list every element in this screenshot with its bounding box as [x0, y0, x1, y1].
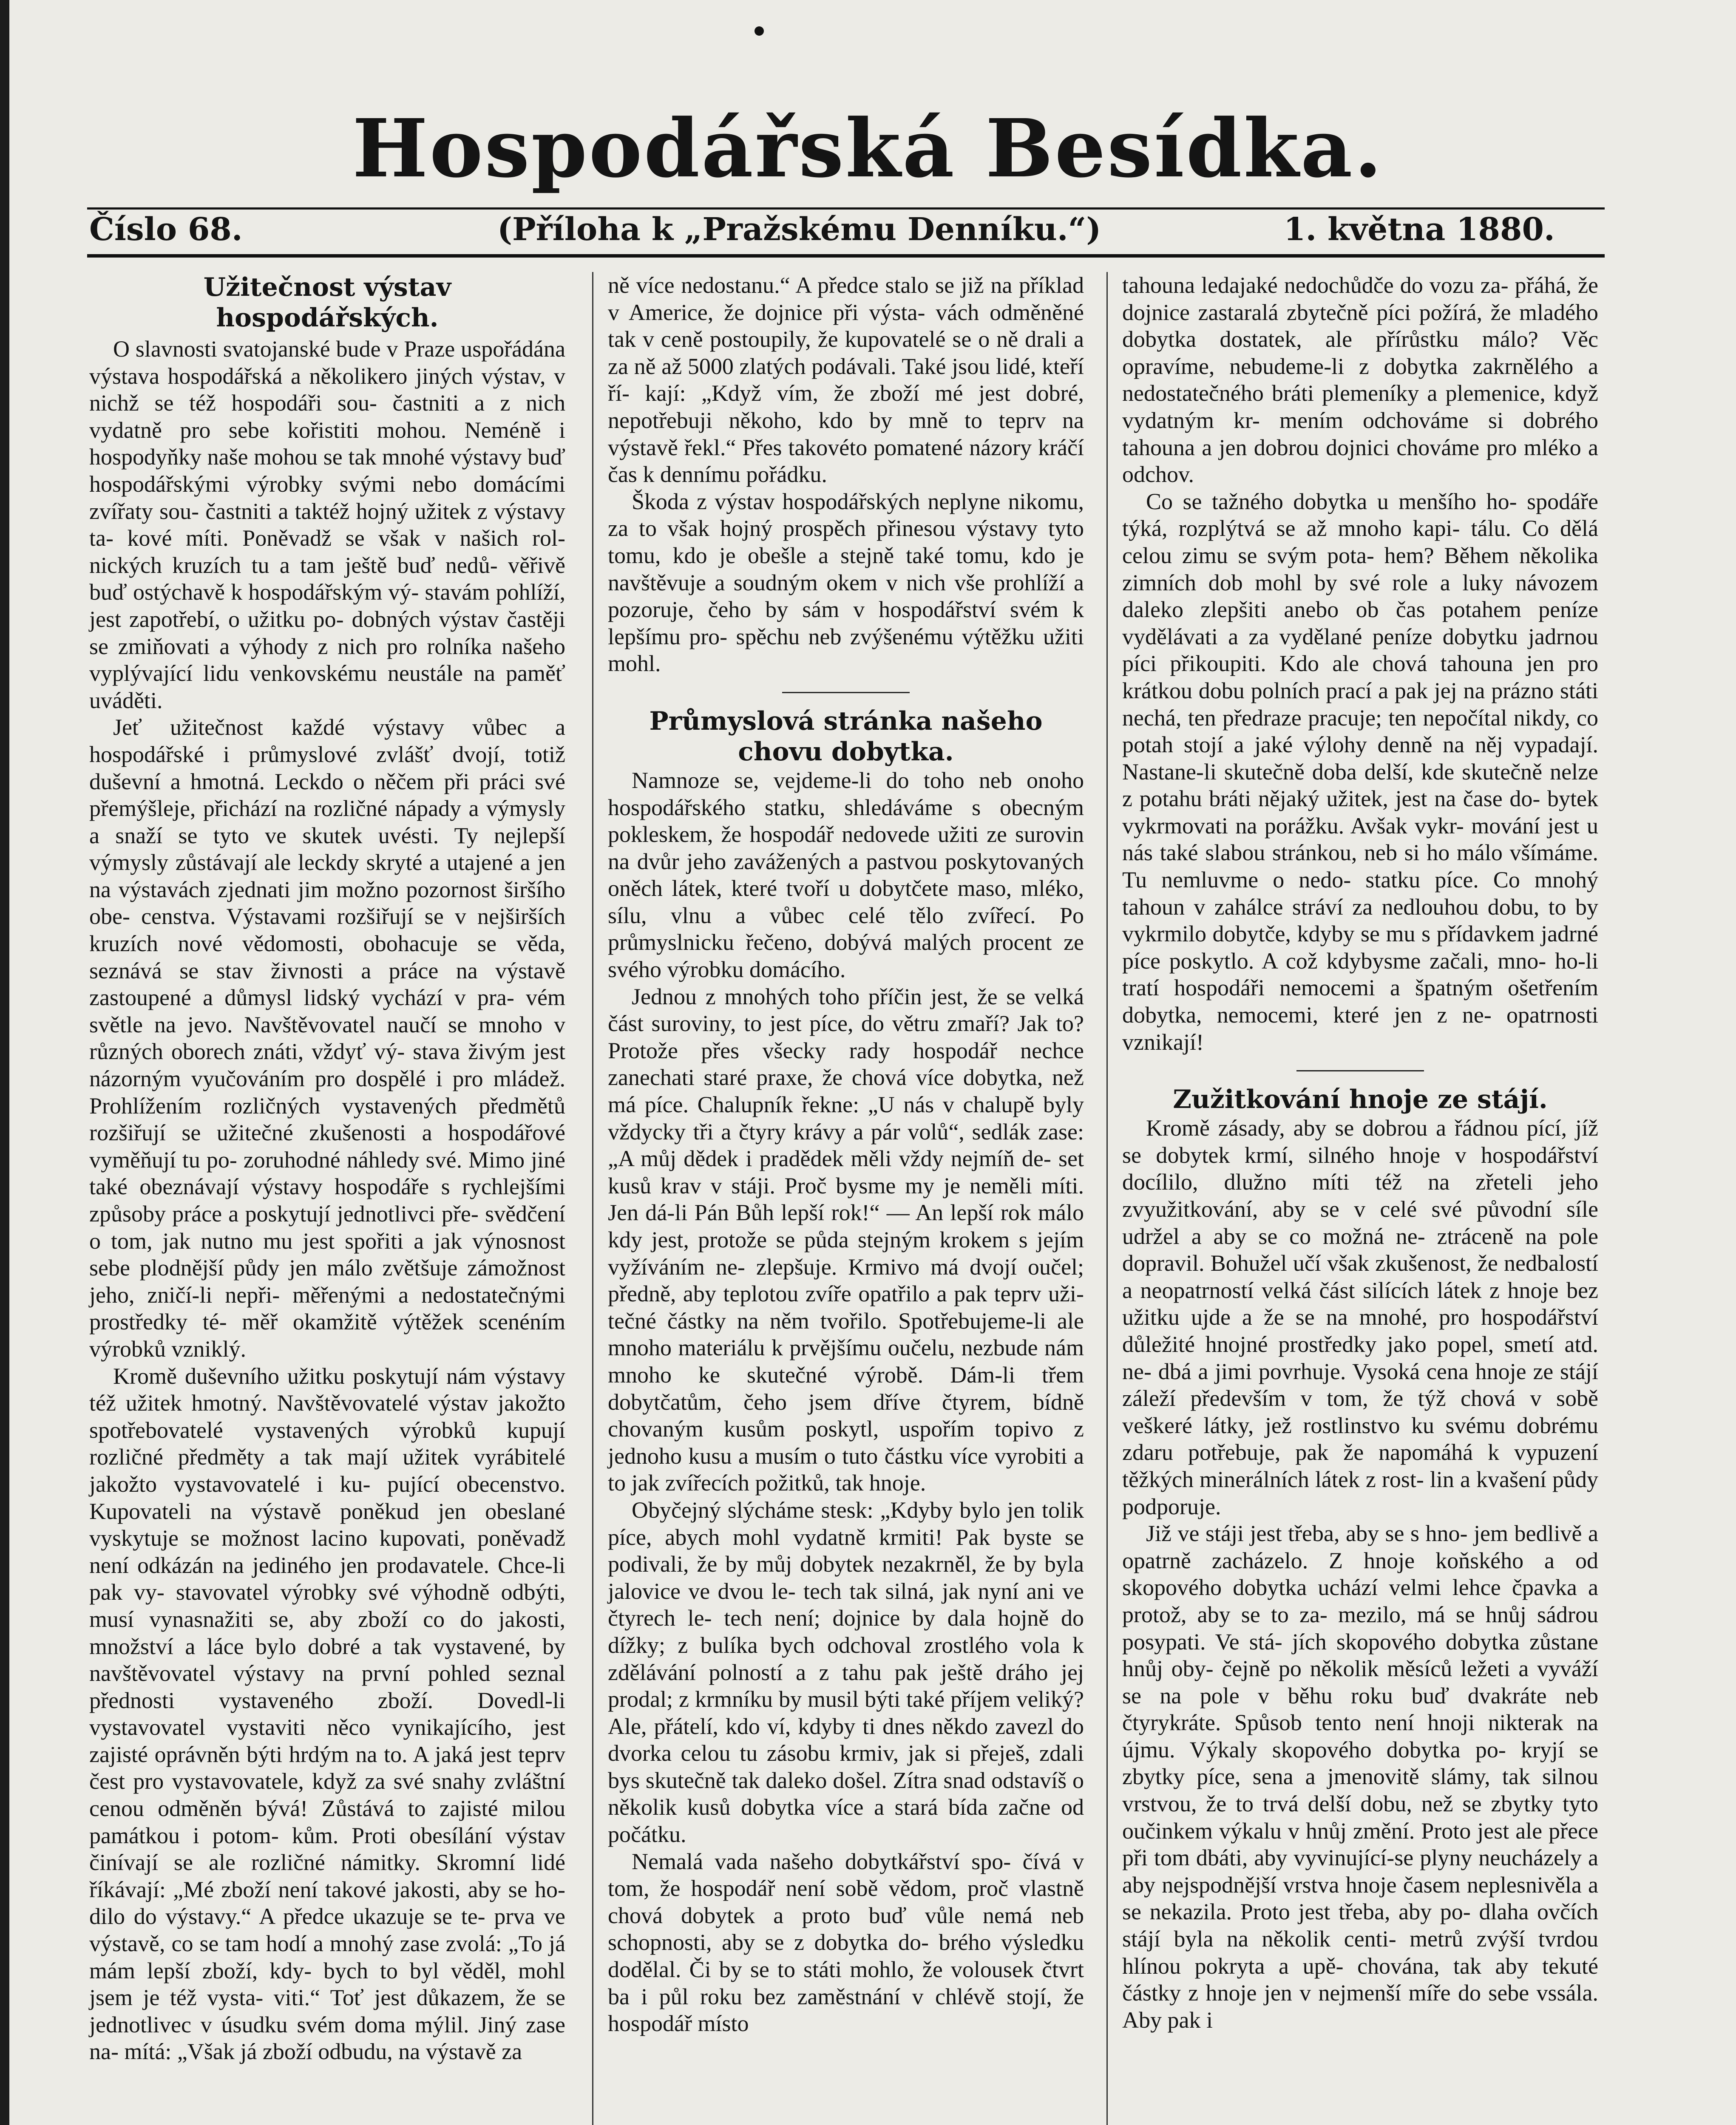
supplement-note: (Příloha k „Pražskému Denníku.“)	[497, 211, 1101, 248]
paragraph: Škoda z výstav hospodářských neplyne nikomu, za to však hojný prospěch přinesou výstavy tyto tomu, kdo je obešle a stejně také tomu, kdo je navštěvuje a soudným okem v nich vše prohlíží a pozoruje, čeho by sám v hospodářství svém k lepšímu pro- spěchu neb zvýšenému výtěžku užiti mohl.	[608, 488, 1084, 677]
paragraph: ně více nedostanu.“ A předce stalo se již na příklad v Americe, že dojnice při výsta- vách odměněné tak v ceně postoupily, že kupovatelé se o ně drali a za ně až 5000 zlatých podávali. Také jsou lidé, kteří ří- kají: „Když vím, že zboží mé jest dobré, nepotřebuji někoho, kdo by mně to teprv na výstavě řekl.“ Přes takovéto pomatené názory kráčí čas k dennímu pořádku.	[608, 272, 1084, 487]
article-heading-manure: Zužitkování hnoje ze stájí.	[1173, 1085, 1548, 1115]
paragraph: O slavnosti svatojanské bude v Praze uspořádána výstava hospodářská a několikero jiných výstav, v nichž se též hospodáři sou- častniti a z nich vydatně pro sebe kořistiti mohou. Neméně i hospodyňky naše mohou se tak mnohé výstavy buď hospodářskými výrobky svými nebo domácími zvířaty sou- častniti a taktéž hojný užitek z výstavy ta- kové míti. Poněvadž se však v našich rol- nických kruzích tu a tam ještě buď nedů- věřivě buď ostýchavě k hospodářským vý- stavám pohlíží, jest zapotřebí, o užitku po- dobných výstav častěji se zmiňovati a výhody z nich pro rolníka našeho vyplývající lidu venkovskému neustále na paměť uváděti.	[89, 336, 565, 713]
section-divider	[1296, 1070, 1424, 1071]
column-rule-1	[592, 272, 593, 2125]
masthead-title: Hospodářská Besídka.	[352, 102, 1384, 196]
print-dot	[755, 26, 764, 36]
issue-date: 1. května 1880.	[1284, 211, 1555, 248]
column-1	[89, 272, 565, 2066]
issue-number: Číslo 68.	[89, 211, 243, 248]
section-divider	[782, 692, 910, 693]
scan-edge-left	[0, 0, 9, 2125]
paragraph: Kromě zásady, aby se dobrou a řádnou pící, jíž se dobytek krmí, silného hnoje v hospodářství docílilo, dlužno míti též na zřeteli jeho zvyužitkování, aby se v celé své původní síle udržel a aby se co možná ne- ztráceně na pole dopravil. Bohužel učí však zkušenost, že nedbalostí a neopatrností velká část silících látek z hnoje bez užitku ujde a že se na mnohé, pro hospodářství důležité hnojné prostředky jako popel, smetí atd. ne- dbá a jimi povrhuje. Vysoká cena hnoje ze stájí záleží především v tom, že týž chová v sobě veškeré látky, jež rostlinstvo ku svému dobrému zdaru potřebuje, pak že napomáhá k vypuzení těžkých minerálních látek z rost- lin a kvašení půdy podporuje.	[1122, 1115, 1598, 1519]
paragraph: Co se tažného dobytka u menšího ho- spodáře týká, rozplýtvá se až mnoho kapi- tálu. Co dělá celou zimu se svým pota- hem? Během několika zimních dob mohl by své role a luky návozem daleko zlepšiti anebo ob čas potahem peníze vydělávati a za vydělané peníze dobytku jadrnou píci přikoupiti. Kdo ale chová tahouna jen pro krátkou dobu polních prací a pak jej na prázno státi nechá, ten předraze pracuje; ten nepočítal nikdy, co potah stojí a jaké výlohy denně na něj vypadají. Nastane-li skutečně doba delší, kde skutečně nelze z potahu bráti nějaký užitek, jest na čase do- bytek vykrmovati na porážku. Avšak vykr- mování jest u nás také slabou stránkou, neb si ho málo všímáme. Tu nemluvme o nedo- statku píce. Co mnohý tahoun v zahálce stráví za nedlouhou dobu, to by vykrmilo dobytče, kdyby se mu s přídavkem jadrné píce poskytlo. A což kdybysme začali, mno- ho-li tratí hospodáři nemocemi a špatným ošetřením dobytka, nemocemi, které jen z ne- opatrnosti vznikají!	[1122, 488, 1598, 1055]
article-heading-exhibitions: Užitečnost výstav hospodářských.	[203, 272, 451, 333]
paragraph: tahouna ledajaké nedochůdče do vozu za- přáhá, že dojnice zastaralá zbytečně píci požírá, že mladého dobytka dostatek, ale přírůstku málo? Věc opravíme, nebudeme-li z dobytka zakrnělého a nedostatečného bráti plemeníky a plemenice, když vydatným kr- mením odchováme si dobrého tahouna a jen dobrou dojnici chováme pro mléko a odchov.	[1122, 272, 1598, 487]
paragraph: Jeť užitečnost každé výstavy vůbec a hospodářské i průmyslové zvlášť dvojí, totiž duševní a hmotná. Leckdo o něčem při práci své přemýšleje, přichází na rozličné nápady a výmysly a snaží se tyto ve skutek uvésti. Ty nejlepší výmysly zůstávají ale leckdy skryté a utajené a jen na výstavách zjednati jim možno pozornost širšího obe- censtva. Výstavami rozšiřují se v nejširších kruzích nové vědomosti, obohacuje se věda, seznává se stav živnosti a práce na výstavě zastoupené a důmysl lidský vychází v pra- vém světle na jevo. Navštěvovatel naučí se mnoho v různých oborech znáti, vždyť vý- stava živým jest názorným vyučováním pro dospělé i pro mládež. Prohlížením rozličných vystavených předmětů rozšiřují se užitečné zkušenosti a hospodářové vyměňují tu po- zoruhodné náhledy své. Mimo jiné také obeznávají výstavy hospodáře s rychlejšími způsoby práce a poskytují jednotlivci pře- svědčení o tom, jak nutno mu jest spořiti a jak výnosnost sebe plodnější půdy jen málo zvětšuje zámožnost jeho, zničí-li nepři- měřenými a nedostatečnými prostředky té- měř okamžitě výtěžek scenéním výrobků vzniklý.	[89, 714, 565, 1362]
column-rule-2	[1106, 272, 1108, 2125]
column-2	[608, 272, 1084, 2037]
article-heading-livestock: Průmyslová stránka našeho chovu dobytka.	[649, 706, 1043, 767]
paragraph: Obyčejný slýcháme stesk: „Kdyby bylo jen tolik píce, abych mohl vydatně krmiti! Pak byste se podivali, že by můj dobytek nezakrněl, že by byla jalovice ve dvou le- tech tak silná, jak nyní ani ve čtyrech le- tech není; dojnice by dala hojně do dížky; z bulíka bych odchoval zrostlého vola k zdělávání polností a z tahu pak ještě dráho jej prodal; z krmníku by musil býti také příjem veliký? Ale, přátelí, kdo ví, kdyby ti dnes někdo zavezl do dvorka celou tu zásobu krmiv, jak si přeješ, zdali bys skutečně tak daleko došel. Zítra snad odstavíš o několik kusů dobytka více a stará bída začne od počátku.	[608, 1497, 1084, 1847]
paragraph: Namnoze se, vejdeme-li do toho neb onoho hospodářského statku, shledáváme s obecným pokleskem, že hospodář nedovede užiti ze surovin na dvůr jeho zavážených a pastvou poskytovaných oněch látek, které tvoří u dobytčete maso, mléko, sílu, vlnu a vůbec celé tělo zvířecí. Po průmyslnicku řečeno, dobývá malých procent ze svého výrobku domácího.	[608, 767, 1084, 983]
paragraph: Jednou z mnohých toho příčin jest, že se velká část suroviny, to jest píce, do větru zmaří? Jak to? Protože přes všecky rady hospodář nechce zanechati staré praxe, že chová více dobytka, než má píce. Chalupník řekne: „U nás v chalupě byly vždycky tři a čtyry krávy a pár volů“, sedlák zase: „A můj dědek i pradědek měli vždy nejmíň de- set kusů krav v stáji. Proč bysme my je neměli míti. Jen dá-li Pán Bůh lepší rok!“ — An lepší rok málo kdy jest, protože se půda stejným krokem s jejím vyžíváním ne- zlepšuje. Krmivo má dvojí oučel; předně, aby teplotou zvíře opatřilo a pak teprv uži- tečné částky na něm tvořilo. Spotřebujeme-li ale mnoho materiálu k prvějšímu oučelu, nezbude nám mnoho ke skutečné výrobě. Dám-li třem dobytčatům, čeho jsem dříve čtyrem, bídně chovaným kusům poskytl, uspořím topivo z jednoho kusu a musím o tuto částku více vyrobiti a to jak zvířecích požitků, tak hnoje.	[608, 983, 1084, 1496]
paragraph: Nemalá vada našeho dobytkářství spo- čívá v tom, že hospodář není sobě vědom, proč vlastně chová dobytek a proto buď vůle nemá neb schopnosti, aby se z dobytka do- brého výsledku dodělal. Či by se to státi mohlo, že volousek čtvrt ba i půl roku bez zaměstnání v chlévě stojí, že hospodář místo	[608, 1848, 1084, 2037]
column-3	[1122, 272, 1598, 2034]
paragraph: Již ve stáji jest třeba, aby se s hno- jem bedlivě a opatrně zacházelo. Z hnoje koňského a od skopového dobytka uchází velmi lehce čpavka a protož, aby se to za- mezilo, má se hnůj sádrou posypati. Ve stá- jích skopového dobytka zůstane hnůj oby- čejně po několik měsíců ležeti a vyváží se na pole v běhu roku buď dvakráte neb čtyrykráte. Spůsob tento není hnoji nikterak na újmu. Výkaly skopového dobytka po- kryjí se zbytky píce, sena a jmenovitě slámy, tak silnou vrstvou, že to trvá delší dobu, než se zbytky tyto oučinkem výkalu v hnůj změní. Proto jest ale přece při tom dbáti, aby vyvinující-se plyny neucházely a aby nejspodnější vrstva hnoje časem neplesnivěla a se nekazila. Proto jest třeba, aby po- dlaha ovčích stájí byla na několik centi- metrů zvýší tvrdou hlínou pokryta a upě- chována, tak aby tekuté částky z hnoje jen v nejmenší míře do sebe vssála. Aby pak i	[1122, 1521, 1598, 2033]
masthead-rule-top	[87, 207, 1605, 210]
masthead-rule-bottom	[87, 254, 1605, 258]
paragraph: Kromě duševního užitku poskytují nám výstavy též užitek hmotný. Navštěvovatelé výstav jakožto spotřebovatelé vystavených výrobků kupují rozličné předměty a tak mají užitek vyrábitelé jakožto vystavovatelé i ku- pující obecenstvo. Kupovateli na výstavě poněkud jen obeslané vyskytuje se možnost lacino kupovati, poněvadž není odkázán na jediného jen prodavatele. Chce-li pak vy- stavovatel výrobky své výhodně odbýti, musí vynasnažiti se, aby zboží co do jakosti, množství a láce bylo dobré a tak vystavené, by navštěvovatel výstavy na první pohled seznal přednosti vystaveného zboží. Dovedl-li vystavovatel vystaviti něco vynikajícího, jest zajisté oprávněn býti hrdým na to. A jaká jest teprv čest pro vystavovatele, když za své snahy zvláštní cenou odměněn bývá! Zůstává to zajisté milou památkou i potom- kům. Proti obesílání výstav činívají se ale rozličné námitky. Skromní lidé říkávají: „Mé zboží není takové jakosti, aby se ho- dilo do výstavy.“ A předce ukazuje se te- prva ve výstavě, co se tam hodí a mnohý zase zvolá: „To já mám lepší zboží, kdy- bych to byl věděl, mohl jsem je též vysta- viti.“ Toť jest důkazem, že se jednotlivec v úsudku svém doma mýlil. Jiný zase na- mítá: „Však já zboží odbudu, na výstavě za	[89, 1363, 565, 2065]
